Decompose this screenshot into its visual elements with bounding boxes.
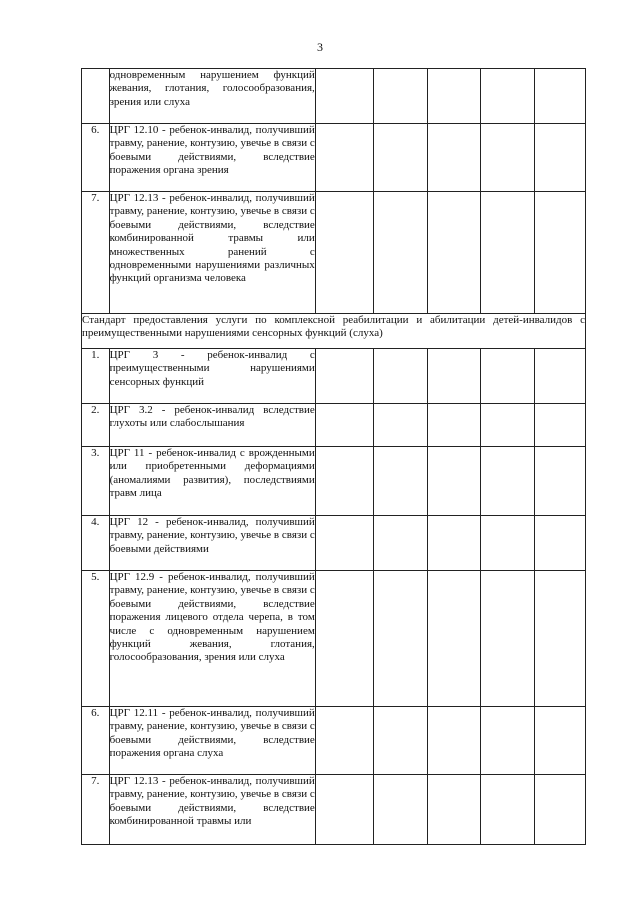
empty-cell (535, 775, 586, 845)
empty-cell (428, 707, 481, 775)
empty-cell (535, 124, 586, 192)
row-description: ЦРГ 12.13 - ребенок-инвалид, получивший травму, ранение, контузию, увечье в связи с боевыми действиями, вследствие комбинированной травмы или (109, 775, 315, 845)
empty-cell (428, 192, 481, 314)
table-row (82, 571, 586, 707)
row-number (82, 69, 110, 124)
empty-cell (481, 447, 535, 516)
row-description: ЦРГ 3.2 - ребенок-инвалид вследствие глухоты или слабослышания (109, 404, 315, 447)
empty-cell (481, 707, 535, 775)
row-number: 4. (82, 516, 110, 571)
empty-cell (374, 192, 428, 314)
table-row (82, 349, 586, 404)
empty-cell (315, 69, 373, 124)
standard-heading: Стандарт предоставления услуги по комплексной реабилитации и абилитации детей-инвалидов с преимущественными нарушениями сенсорных функций (слуха) (82, 314, 586, 349)
empty-cell (374, 124, 428, 192)
empty-cell (481, 349, 535, 404)
empty-cell (481, 571, 535, 707)
empty-cell (315, 447, 373, 516)
standard-heading-row (82, 314, 586, 349)
empty-cell (428, 124, 481, 192)
table-row (82, 516, 586, 571)
table-row (82, 707, 586, 775)
row-number: 1. (82, 349, 110, 404)
table-row (82, 404, 586, 447)
table-row (82, 69, 586, 124)
empty-cell (481, 192, 535, 314)
row-description: ЦРГ 12.11 - ребенок-инвалид, получивший травму, ранение, контузию, увечье в связи с боевыми действиями, вследствие поражения органа слуха (109, 707, 315, 775)
empty-cell (535, 516, 586, 571)
row-description: ЦРГ 12.10 - ребенок-инвалид, получивший травму, ранение, контузию, увечье в связи с боевыми действиями, вследствие поражения органа зрения (109, 124, 315, 192)
empty-cell (535, 404, 586, 447)
empty-cell (481, 404, 535, 447)
empty-cell (374, 404, 428, 447)
row-description: ЦРГ 12 - ребенок-инвалид, получивший травму, ранение, контузию, увечье в связи с боевыми действиями (109, 516, 315, 571)
empty-cell (535, 447, 586, 516)
empty-cell (428, 447, 481, 516)
table-row (82, 775, 586, 845)
row-number: 6. (82, 124, 110, 192)
row-number: 6. (82, 707, 110, 775)
empty-cell (428, 571, 481, 707)
row-number: 5. (82, 571, 110, 707)
empty-cell (428, 69, 481, 124)
empty-cell (535, 69, 586, 124)
empty-cell (428, 775, 481, 845)
table-row (82, 124, 586, 192)
empty-cell (315, 349, 373, 404)
row-number: 7. (82, 775, 110, 845)
empty-cell (535, 192, 586, 314)
empty-cell (374, 707, 428, 775)
empty-cell (374, 349, 428, 404)
empty-cell (315, 775, 373, 845)
empty-cell (481, 775, 535, 845)
row-description: ЦРГ 3 - ребенок-инвалид с преимущественными нарушениями сенсорных функций (109, 349, 315, 404)
table-row (82, 447, 586, 516)
empty-cell (374, 447, 428, 516)
empty-cell (428, 404, 481, 447)
row-number: 7. (82, 192, 110, 314)
page-number: 3 (317, 40, 323, 54)
empty-cell (481, 69, 535, 124)
empty-cell (535, 707, 586, 775)
empty-cell (374, 69, 428, 124)
row-number: 2. (82, 404, 110, 447)
empty-cell (481, 124, 535, 192)
table-row (82, 192, 586, 314)
empty-cell (374, 516, 428, 571)
row-description: ЦРГ 12.13 - ребенок-инвалид, получивший травму, ранение, контузию, увечье в связи с боевыми действиями, вследствие комбинированной травмы или множественных ранений с одновременными нарушениями различных функций организма человека (109, 192, 315, 314)
empty-cell (374, 571, 428, 707)
empty-cell (428, 349, 481, 404)
empty-cell (315, 192, 373, 314)
empty-cell (374, 775, 428, 845)
empty-cell (315, 571, 373, 707)
empty-cell (481, 516, 535, 571)
empty-cell (315, 124, 373, 192)
row-number: 3. (82, 447, 110, 516)
empty-cell (315, 707, 373, 775)
empty-cell (535, 571, 586, 707)
row-description: ЦРГ 12.9 - ребенок-инвалид, получивший травму, ранение, контузию, увечье в связи с боевыми действиями, вследствие поражения лицевого отдела черепа, в том числе с одновременным нарушением функций жевания, глотания, голосообразования, зрения или слуха (109, 571, 315, 707)
empty-cell (428, 516, 481, 571)
empty-cell (315, 516, 373, 571)
row-description: ЦРГ 11 - ребенок-инвалид с врожденными или приобретенными деформациями (аномалиями развития), последствиями травм лица (109, 447, 315, 516)
services-table (81, 68, 586, 845)
empty-cell (315, 404, 373, 447)
empty-cell (535, 349, 586, 404)
row-description: одновременным нарушением функций жевания, глотания, голосообразования, зрения или слуха (109, 69, 315, 124)
